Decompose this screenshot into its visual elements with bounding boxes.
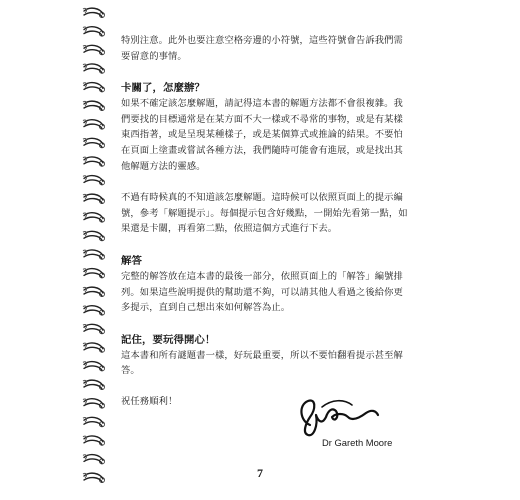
author-name: Dr Gareth Moore [322, 437, 393, 448]
spiral-ring-icon [83, 138, 105, 147]
spiral-ring-icon [83, 436, 105, 445]
spiral-ring-icon [83, 343, 105, 352]
intro-paragraph: 特別注意。此外也要注意空格旁邊的小符號，這些符號會告訴我們需要留意的事情。 [121, 35, 403, 62]
author-signature [292, 395, 382, 439]
stuck-heading: 卡關了，怎麼辦？ [121, 82, 205, 95]
spiral-ring-icon [83, 27, 105, 36]
spiral-ring-icon [83, 362, 105, 371]
spiral-ring-icon [83, 231, 105, 240]
have-fun-paragraph: 這本書和所有謎題書一樣，好玩最重要，所以不要怕翻看提示甚至解答。 [121, 349, 403, 377]
spiral-ring-icon [83, 250, 105, 259]
spiral-ring-icon [83, 417, 105, 426]
signoff-text: 祝任務順利！ [121, 395, 178, 407]
stuck-paragraph: 如果不確定該怎麼解題，請記得這本書的解題方法都不會很複雜。我們要找的目標通常是在某方面不大一樣或不尋常的事物，或是有某樣東西指著，或是呈現某種樣子，或是某個算式或推論的結果。不要怕在頁面上塗畫或嘗試各種方法，我們隨時可能會有進展，或是找出其他解題方法的靈感。 [121, 98, 403, 172]
spiral-ring-icon [83, 194, 105, 203]
answers-paragraph: 完整的解答放在這本書的最後一部分，依照頁面上的「解答」編號排列。如果這些說明提供的幫助還不夠，可以請其他人看過之後給你更多提示，直到自己想出來如何解答為止。 [121, 270, 403, 314]
spiral-ring-icon [83, 399, 105, 408]
spiral-ring-icon [83, 213, 105, 222]
hints-paragraph: 不過有時候真的不知道該怎麼解題。這時候可以依照頁面上的提示編號，參考「解題提示」。每個提示包含好幾點，一開始先看第一點，如果還是卡關，再看第二點，依照這個方式進行下去。 [121, 192, 408, 235]
spiral-ring-icon [83, 101, 105, 110]
page-number: 7 [257, 466, 263, 480]
spiral-ring-icon [83, 8, 105, 17]
answers-heading: 解答 [121, 254, 142, 267]
spiral-ring-icon [83, 176, 105, 185]
spiral-ring-icon [83, 380, 105, 389]
spiral-ring-icon [83, 120, 105, 129]
spiral-ring-icon [83, 324, 105, 333]
spiral-ring-icon [83, 157, 105, 166]
page-content [121, 33, 409, 410]
have-fun-heading: 記住，要玩得開心！ [121, 333, 216, 346]
spiral-ring-icon [83, 455, 105, 464]
spiral-binding [82, 0, 108, 500]
spiral-ring-icon [83, 269, 105, 278]
spiral-ring-icon [83, 45, 105, 54]
spiral-ring-icon [83, 83, 105, 92]
spiral-ring-icon [83, 287, 105, 296]
spiral-ring-icon [83, 64, 105, 73]
spiral-ring-icon [83, 306, 105, 315]
